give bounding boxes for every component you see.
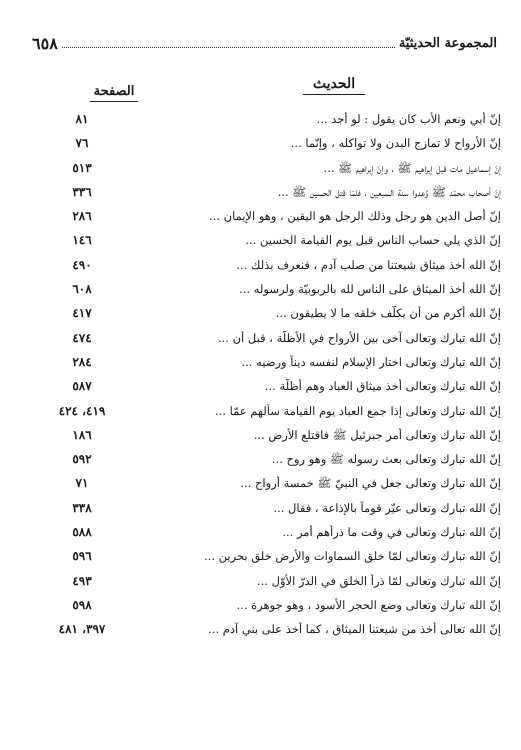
page-ref: ٧١ [75, 476, 89, 491]
page-ref: ٨١ [75, 112, 89, 126]
page-ref: ٤٩٠ [72, 257, 92, 272]
header-dotted-leader [62, 47, 395, 48]
list-item [22, 545, 501, 569]
hadith-text: إنّ الله تبارك وتعالى أمر جبرئيل ﷺ فاقتلع الأرض ... [253, 427, 501, 442]
page-ref: ٥٩٢ [72, 452, 92, 467]
list-item [22, 181, 501, 205]
list-item [22, 254, 501, 278]
index-list [22, 108, 501, 643]
hadith-text: إنّ الله تبارك وتعالى اختار الإسلام لنفسه ديناً ورضيه ... [241, 354, 501, 369]
page-ref: ٢٨٦ [72, 209, 92, 224]
hadith-text: إنّ الله أخذ ميثاق شيعتنا من صلب آدم ، فنعرف بذلك ... [236, 257, 501, 272]
page-ref: ٣٩٧، ٤٨١ [58, 622, 106, 637]
hadith-text: إنّ أصحاب محمّد ﷺ وُعدوا سنة السبعين ، فلمّا قتل الحسين ﷺ ... [277, 184, 501, 199]
hadith-text: إنّ الله تبارك وتعالى لمّا ذرأ الخلق في الذرّ الأوّل ... [256, 573, 501, 588]
hadith-text: إنّ الله تبارك وتعالى أخذ ميثاق العباد وهم أظلّة ... [264, 379, 501, 394]
page-ref: ٧٦ [75, 136, 89, 151]
page-ref: ٤٩٣ [72, 573, 92, 588]
list-item [22, 205, 501, 229]
hadith-text: إنّ الأرواح لا تمازج البدن ولا تواكله ، وإنّما ... [290, 136, 501, 151]
list-item [22, 521, 501, 545]
list-item [22, 618, 501, 642]
list-item [22, 424, 501, 448]
list-item [22, 400, 501, 424]
list-item [22, 327, 501, 351]
list-item [22, 351, 501, 375]
hadith-text: إنّ أصل الدين هو رجل وذلك الرجل هو اليقين ، وهو الإيمان ... [209, 209, 501, 224]
page-ref: ٥٩٨ [72, 597, 92, 612]
hadith-text: إنّ الله تبارك وتعالى لمّا خلق السماوات والأرض خلق بحرين ... [204, 549, 501, 564]
page-number: ٦٥٨ [32, 33, 58, 53]
hadith-text: إنّ الله تبارك وتعالى عيّر قوماً بالإذاعة ، فقال ... [273, 500, 501, 515]
list-item [22, 472, 501, 496]
page-ref: ٣٣٦ [72, 184, 92, 199]
page-header [26, 32, 501, 54]
page-ref: ٤١٧ [72, 306, 92, 321]
list-item [22, 132, 501, 156]
hadith-text: إنّ الله تبارك وتعالى في وقت ما ذرأهم أمر ... [282, 525, 501, 540]
list-item [22, 157, 501, 181]
list-item [22, 594, 501, 618]
column-headers [26, 76, 501, 102]
hadith-text: إنّ إسماعيل مات قبل إبراهيم ﷺ ، وإنّ إبراهيم ﷺ ... [323, 160, 501, 175]
list-item [22, 448, 501, 472]
column-header-page: الصفحة [84, 84, 144, 102]
hadith-text: إنّ أبي ونعم الأب كان يقول : لو أجد ... [316, 112, 501, 126]
page-ref: ٣٣٨ [72, 500, 92, 515]
book-title: المجموعة الحديثيّة [398, 35, 497, 51]
hadith-text: إنّ الله تبارك وتعالى آخى بين الأرواح في الأظلّة ، قبل أن ... [217, 330, 501, 345]
list-item [22, 108, 501, 132]
hadith-text: إنّ الذي يلي حساب الناس قبل يوم القيامة الحسين ... [245, 233, 501, 248]
hadith-text: إنّ الله تبارك وتعالى بعث رسوله ﷺ وهو روح ... [271, 452, 501, 467]
hadith-text: إنّ الله أخذ الميثاق على الناس لله بالربوبيّة ولرسوله ... [239, 282, 501, 297]
list-item [22, 229, 501, 253]
page-ref: ٦٠٨ [72, 282, 92, 297]
page-ref: ٥١٣ [72, 160, 92, 175]
hadith-text: إنّ الله تبارك وتعالى جعل في النبيّ ﷺ خمسة أرواح ... [240, 476, 501, 491]
page-ref: ٤٧٤ [72, 330, 92, 345]
column-header-hadith: الحديث [293, 76, 375, 95]
page-ref: ٥٨٧ [72, 379, 92, 394]
hadith-text: إنّ الله تعالى أخذ من شيعتنا الميثاق ، كما أخذ على بني آدم ... [208, 622, 501, 637]
hadith-text: إنّ الله تبارك وتعالى وضع الحجر الأسود ، وهو جوهرة ... [236, 597, 501, 612]
list-item [22, 497, 501, 521]
hadith-text: إنّ الله تبارك وتعالى إذا جمع العباد يوم القيامة سألهم عمّا ... [214, 403, 501, 418]
page-ref: ٥٩٦ [72, 549, 92, 564]
list-item [22, 375, 501, 399]
list-item [22, 302, 501, 326]
page-ref: ١٨٦ [72, 427, 92, 442]
page-ref: ٤١٩، ٤٢٤ [58, 403, 106, 418]
list-item [22, 570, 501, 594]
hadith-text: إنّ الله أكرم من أن يكلّف خلقه ما لا يطيقون ... [275, 306, 501, 321]
page-ref: ١٤٦ [72, 233, 92, 248]
page-ref: ٢٨٤ [72, 354, 92, 369]
list-item [22, 278, 501, 302]
page-ref: ٥٨٨ [72, 525, 92, 540]
